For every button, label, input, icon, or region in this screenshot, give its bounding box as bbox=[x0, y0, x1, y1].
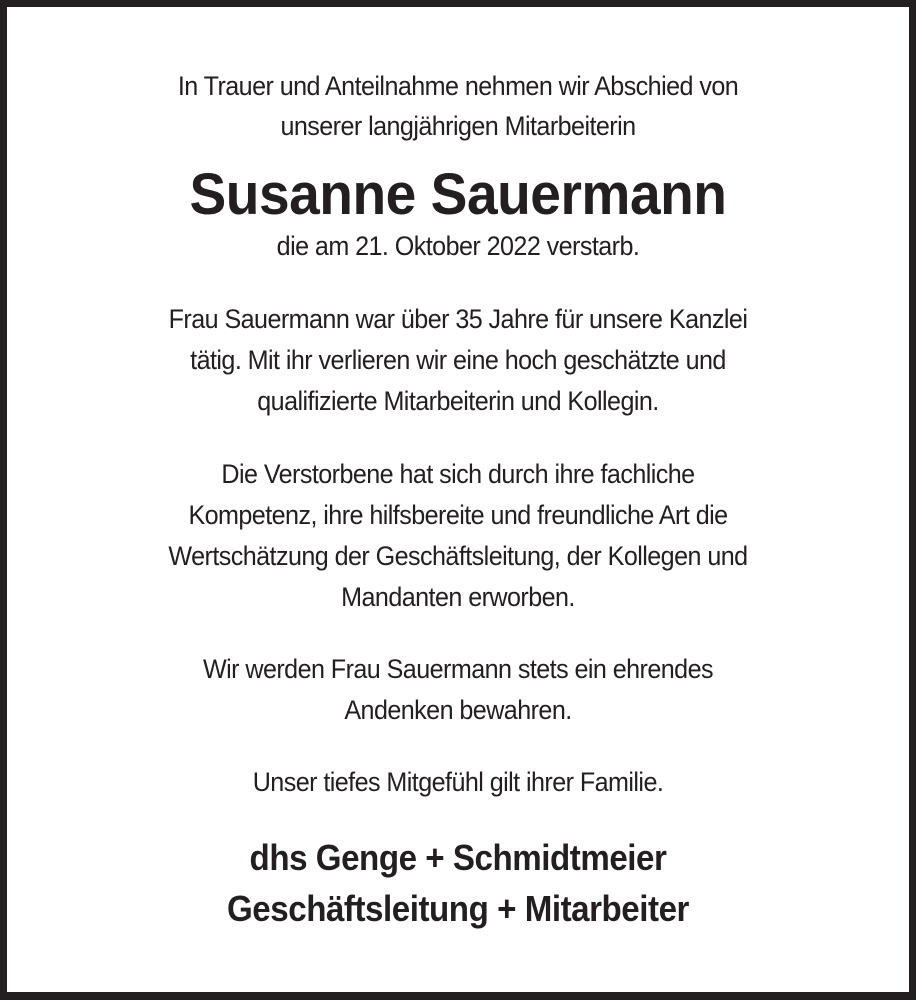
signature-company: dhs Genge + Schmidtmeier bbox=[249, 837, 667, 878]
paragraph-2-line-4: Mandanten erworben. bbox=[341, 582, 575, 612]
paragraph-3-line-2: Andenken bewahren. bbox=[344, 695, 572, 725]
signature-staff: Geschäftsleitung + Mitarbeiter bbox=[227, 888, 689, 929]
paragraph-1-line-3: qualifizierte Mitarbeiterin und Kollegin. bbox=[257, 386, 659, 416]
paragraph-2-line-2: Kompetenz, ihre hilfsbereite und freundliche Art die bbox=[188, 500, 728, 530]
obituary-notice bbox=[7, 7, 909, 992]
paragraph-1-line-1: Frau Sauermann war über 35 Jahre für unsere Kanzlei bbox=[168, 304, 748, 334]
intro-line-1: In Trauer und Anteilnahme nehmen wir Abschied von bbox=[177, 71, 739, 101]
intro-line-2: unserer langjährigen Mitarbeiterin bbox=[280, 111, 636, 141]
paragraph-3-line-1: Wir werden Frau Sauermann stets ein ehrendes bbox=[202, 654, 713, 684]
deceased-name: Susanne Sauermann bbox=[189, 162, 727, 227]
paragraph-1-line-2: tätig. Mit ihr verlieren wir eine hoch geschätzte und bbox=[190, 345, 726, 375]
death-date-line: die am 21. Oktober 2022 verstarb. bbox=[276, 231, 640, 261]
condolence-line: Unser tiefes Mitgefühl gilt ihrer Familie. bbox=[252, 767, 664, 797]
paragraph-2-line-1: Die Verstorbene hat sich durch ihre fachliche bbox=[221, 459, 695, 489]
paragraph-2-line-3: Wertschätzung der Geschäftsleitung, der Kollegen und bbox=[168, 541, 748, 571]
